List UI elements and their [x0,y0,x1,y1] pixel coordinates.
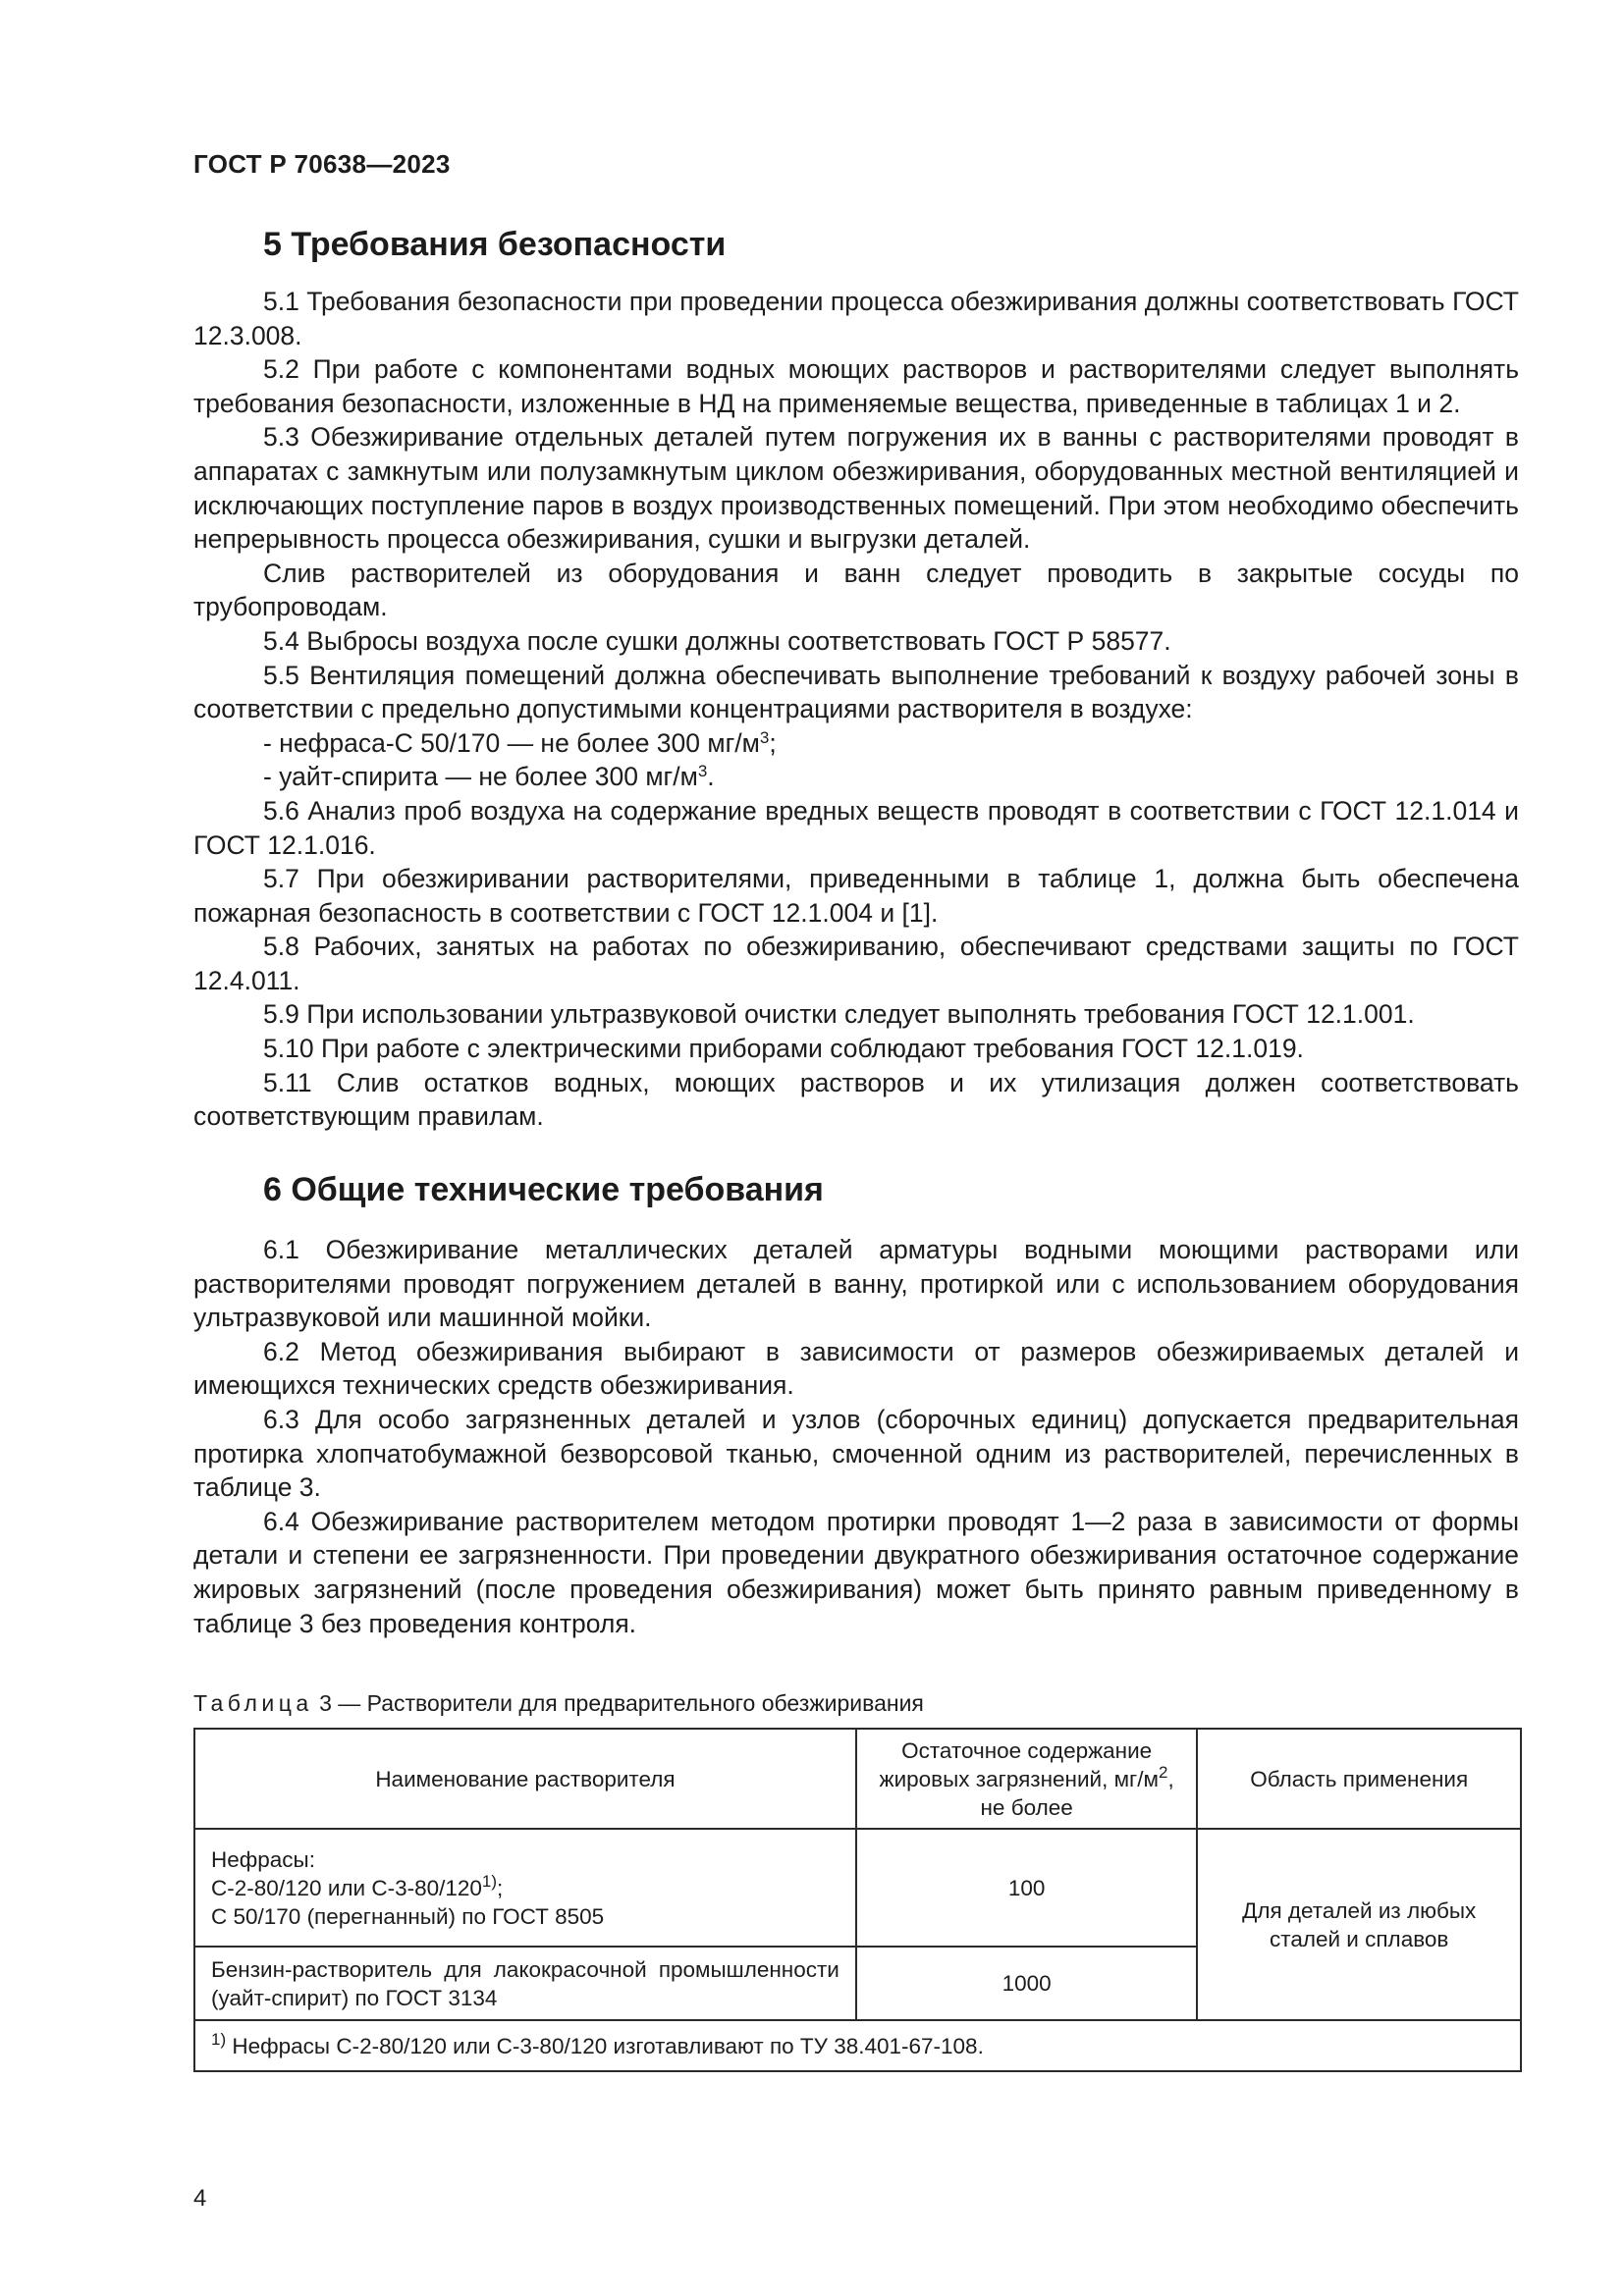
table-footnote: $^{1)}$ Нефрасы С-2-80/120 или С-3-80/120 изготавливают по ТУ 38.401-67-108. [194,2020,1521,2071]
section-6-body [193,1233,1519,1640]
table-3 [193,1728,1522,2072]
paragraph-6-4: 6.4 Обезжиривание растворителем методом протирки проводят 1—2 раза в зависимости от формы детали и степени ее загрязненности. При проведении двукратного обезжиривания остаточное содержание жировых загрязнений (после проведения обезжиривания) может быть принято равным приведенному в таблице 3 без проведения контроля. [193,1506,1519,1638]
paragraph-5-1: 5.1 Требования безопасности при проведении процесса обезжиривания должны соответствовать ГОСТ 12.3.008. [193,287,1519,350]
paragraph-5-2: 5.2 При работе с компонентами водных моющих растворов и растворителями следует выполнять требования безопасности, изложенные в НД на применяемые вещества, приведенные в таблицах 1 и 2. [193,354,1519,418]
table-footnote-row [194,2020,1521,2071]
column-header-application-area: Область применения [1197,1729,1521,1829]
paragraph-5-10: 5.10 При работе с электрическими приборами соблюдают требования ГОСТ 12.1.019. [263,1034,1304,1064]
cell-residual-value: 100 [856,1829,1198,1947]
cell-solvent-nefras: Нефрасы: С-2-80/120 или С-3-80/120$^{1)}$; С 50/170 (перегнанный) по ГОСТ 8505 [194,1829,856,1947]
cell-application-area: Для деталей из любых сталей и сплавов [1197,1829,1521,2020]
paragraph-5-7: 5.7 При обезжиривании растворителями, приведенными в таблице 1, должна быть обеспечена пожарная безопасность в соответствии с ГОСТ 12.1.004 и [1]. [193,864,1519,928]
paragraph-5-3: 5.3 Обезжиривание отдельных деталей путем погружения их в ванны с растворителями проводят в аппаратах с замкнутым или полузамкнутым циклом обезжиривания, оборудованных местной вентиляцией и исключающих поступление паров в воздух производственных помещений. При этом необходимо обеспечить непрерывность процесса обезжиривания, сушки и выгрузки деталей. [193,422,1519,555]
section-6-heading: 6 Общие технические требования [263,1171,824,1208]
page-number: 4 [193,2185,207,2212]
table-row [194,1829,1521,1947]
paragraph-5-9: 5.9 При использовании ультразвуковой очистки следует выполнять требования ГОСТ 12.1.001. [263,999,1415,1030]
section-5-heading: 5 Требования безопасности [263,226,727,263]
paragraph-6-3: 6.3 Для особо загрязненных деталей и узлов (сборочных единиц) допускается предварительная протирка хлопчатобумажной безворсовой тканью, смоченной одним из растворителей, перечисленных в таблице 3. [193,1404,1519,1503]
list-item-nefras: - нефраса-С 50/170 — не более 300 $мг/м^3$; [263,727,777,758]
table-caption-text: 3 — Растворители для предварительного обезжиривания [312,1690,924,1716]
table-caption-label: Таблица [193,1690,313,1716]
paragraph-5-4: 5.4 Выбросы воздуха после сушки должны соответствовать ГОСТ Р 58577. [263,625,1171,656]
cell-solvent-white-spirit: Бензин-растворитель для лакокрасочной промышленности (уайт-спирит) по ГОСТ 3134 [194,1947,856,2020]
list-item-white-spirit: - уайт-спирита — не более 300 $мг/м^3$. [263,762,715,792]
column-header-solvent-name: Наименование растворителя [194,1729,856,1829]
document-code: ГОСТ Р 70638—2023 [193,149,451,179]
paragraph-5-5: 5.5 Вентиляция помещений должна обеспечивать выполнение требований к воздуху рабочей зоны в соответствии с предельно допустимыми концентрациями растворителя в воздухе: [193,660,1519,724]
paragraph-5-8: 5.8 Рабочих, занятых на работах по обезжириванию, обеспечивают средствами защиты по ГОСТ 12.4.011. [193,932,1519,995]
table-3-caption [193,1690,924,1717]
cell-residual-value: 1000 [856,1947,1198,2020]
column-header-residual-content: Остаточное содержание жировых загрязнений, $мг/м^2$, не более [856,1729,1198,1829]
paragraph-5-3-continued: Слив растворителей из оборудования и ванн следует проводить в закрытые сосуды по трубопроводам. [193,558,1519,622]
paragraph-5-11: 5.11 Слив остатков водных, моющих растворов и их утилизация должен соответствовать соответствующим правилам. [193,1067,1519,1132]
paragraph-6-2: 6.2 Метод обезжиривания выбирают в зависимости от размеров обезжириваемых деталей и имеющихся технических средств обезжиривания. [193,1336,1519,1401]
paragraph-6-1: 6.1 Обезжиривание металлических деталей арматуры водными моющими растворами или растворителями проводят погружением деталей в ванну, протиркой или с использованием оборудования ультразвуковой или машинной мойки. [193,1235,1519,1333]
section-5-body [193,285,1519,1134]
table-header-row [194,1729,1521,1829]
paragraph-5-6: 5.6 Анализ проб воздуха на содержание вредных веществ проводят в соответствии с ГОСТ 12.1.014 и ГОСТ 12.1.016. [193,795,1519,860]
